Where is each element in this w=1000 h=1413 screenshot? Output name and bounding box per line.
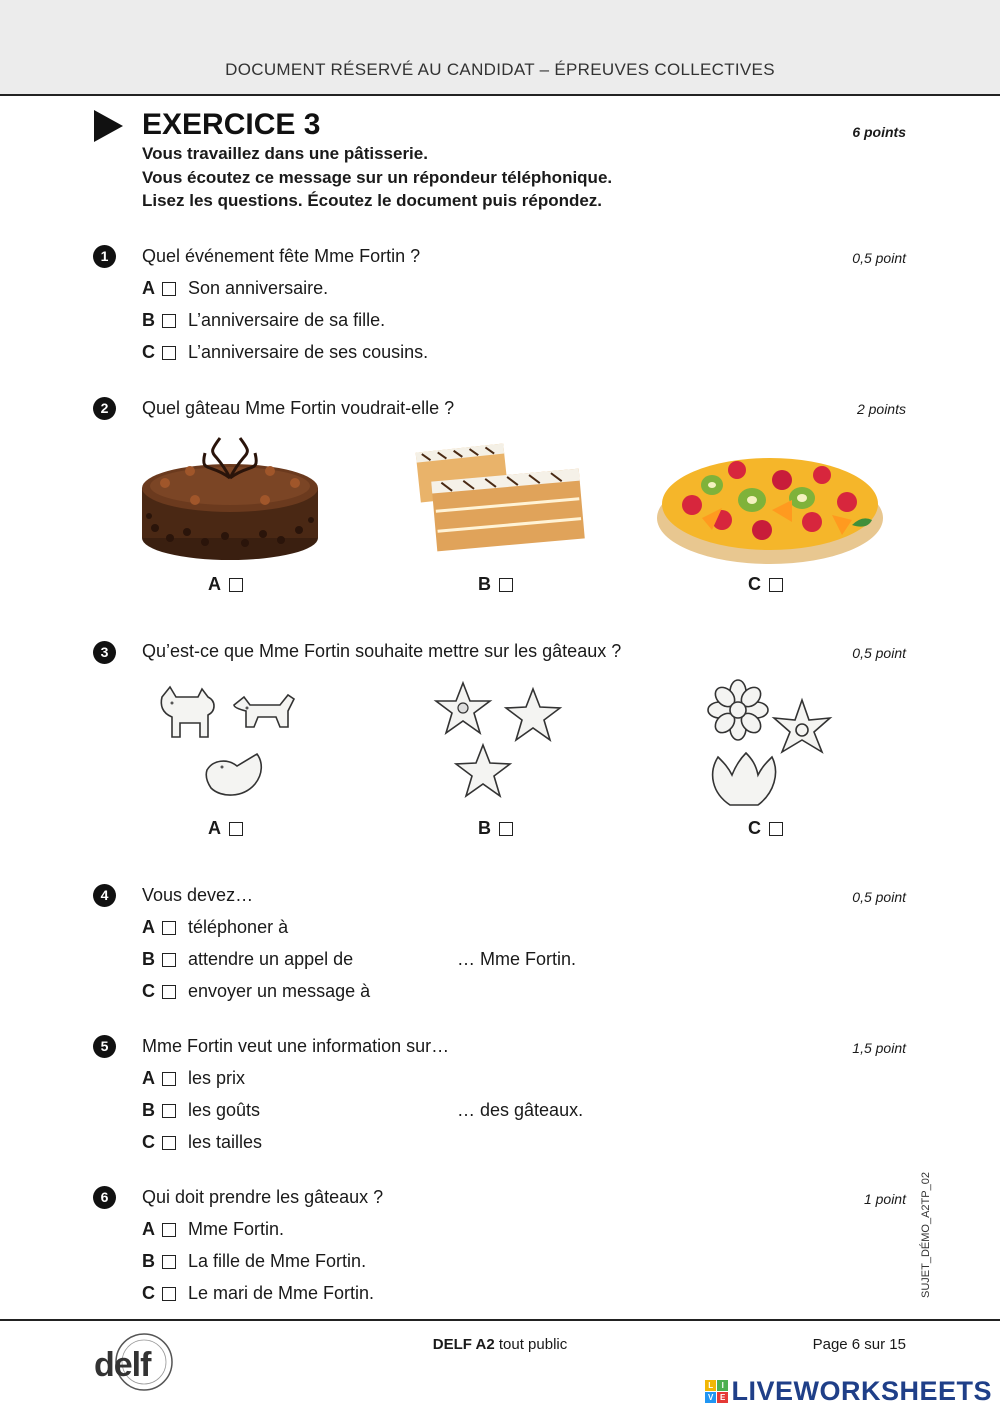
badge-cell: I: [717, 1380, 728, 1391]
question-6-points: 1 point: [863, 1191, 906, 1207]
question-2-points: 2 points: [856, 401, 906, 417]
option-text: attendre un appel de: [188, 949, 354, 969]
question-5-text: Mme Fortin veut une information sur…: [142, 1036, 450, 1056]
q3-option-b[interactable]: [478, 818, 513, 839]
question-number-6: 6: [93, 1186, 116, 1209]
q6-option-b[interactable]: [142, 1251, 366, 1272]
q4-option-b[interactable]: [142, 949, 353, 970]
instruction-line: Lisez les questions. Écoutez le document puis répondez.: [142, 191, 603, 210]
question-1-points: 0,5 point: [852, 250, 906, 266]
q5-option-c[interactable]: [142, 1132, 262, 1153]
liveworksheets-badge-icon: [705, 1380, 728, 1403]
option-text: les tailles: [188, 1132, 263, 1152]
option-letter: A: [208, 818, 221, 838]
option-letter: A: [142, 278, 155, 298]
badge-cell: V: [705, 1392, 716, 1403]
checkbox[interactable]: [162, 1104, 176, 1118]
question-number-4: 4: [93, 884, 116, 907]
option-letter: A: [142, 917, 155, 937]
instruction-line: Vous écoutez ce message sur un répondeur téléphonique.: [142, 168, 613, 187]
option-text: L’anniversaire de ses cousins.: [188, 342, 429, 362]
question-number-5: 5: [93, 1035, 116, 1058]
q6-option-a[interactable]: [142, 1219, 284, 1240]
option-text: envoyer un message à: [188, 981, 371, 1001]
option-letter: B: [142, 1251, 155, 1271]
play-arrow-icon: [94, 110, 123, 142]
exam-level: DELF A2: [432, 1336, 495, 1353]
option-letter: C: [748, 818, 761, 838]
option-letter: C: [142, 1132, 155, 1152]
checkbox[interactable]: [162, 1223, 176, 1237]
liveworksheets-text: LIVEWORKSHEETS: [731, 1376, 992, 1406]
option-letter: B: [142, 310, 155, 330]
checkbox[interactable]: [229, 822, 243, 836]
option-letter: C: [142, 981, 155, 1001]
option-letter: A: [142, 1068, 155, 1088]
q4-option-a[interactable]: [142, 917, 288, 938]
checkbox[interactable]: [162, 985, 176, 999]
option-text: téléphoner à: [188, 917, 289, 937]
q1-option-a[interactable]: [142, 278, 328, 299]
checkbox[interactable]: [162, 1287, 176, 1301]
exam-audience: tout public: [494, 1336, 568, 1353]
option-text: La fille de Mme Fortin.: [188, 1251, 367, 1271]
q4-option-c[interactable]: [142, 981, 370, 1002]
checkbox[interactable]: [162, 1136, 176, 1150]
option-letter: C: [748, 574, 761, 594]
option-letter: A: [208, 574, 221, 594]
checkbox[interactable]: [499, 822, 513, 836]
option-text: L’anniversaire de sa fille.: [188, 310, 386, 330]
q1-option-b[interactable]: [142, 310, 385, 331]
question-3-text: Qu’est-ce que Mme Fortin souhaite mettre sur les gâteaux ?: [142, 641, 622, 661]
q2-option-b[interactable]: [478, 574, 513, 595]
option-letter: B: [478, 818, 491, 838]
animal-cookies-image: [152, 675, 302, 815]
question-6-text: Qui doit prendre les gâteaux ?: [142, 1187, 384, 1207]
checkbox[interactable]: [229, 578, 243, 592]
checkbox[interactable]: [162, 346, 176, 360]
exercise-points: 6 points: [852, 124, 906, 140]
footer-divider: [0, 1319, 1000, 1321]
q3-option-c[interactable]: [748, 818, 783, 839]
checkbox[interactable]: [162, 1072, 176, 1086]
q4-suffix: … Mme Fortin.: [457, 949, 577, 969]
q5-option-b[interactable]: [142, 1100, 260, 1121]
checkbox[interactable]: [162, 1255, 176, 1269]
option-letter: A: [142, 1219, 155, 1239]
question-2-text: Quel gâteau Mme Fortin voudrait-elle ?: [142, 398, 455, 418]
q5-option-a[interactable]: [142, 1068, 245, 1089]
checkbox[interactable]: [162, 314, 176, 328]
option-text: Mme Fortin.: [188, 1219, 285, 1239]
chocolate-cake-image: [135, 428, 325, 568]
option-letter: B: [478, 574, 491, 594]
q2-option-a[interactable]: [208, 574, 243, 595]
question-4-text: Vous devez…: [142, 885, 254, 905]
question-1-text: Quel événement fête Mme Fortin ?: [142, 246, 421, 266]
millefeuille-image: [410, 430, 590, 560]
option-letter: C: [142, 1283, 155, 1303]
question-number-1: 1: [93, 245, 116, 268]
q5-suffix: … des gâteaux.: [457, 1100, 584, 1120]
liveworksheets-brand: [705, 1376, 992, 1407]
q1-option-c[interactable]: [142, 342, 428, 363]
checkbox[interactable]: [769, 822, 783, 836]
header-title: DOCUMENT RÉSERVÉ AU CANDIDAT – ÉPREUVES COLLECTIVES: [225, 60, 775, 79]
option-text: les prix: [188, 1068, 246, 1088]
page-number: Page 6 sur 15: [812, 1336, 906, 1353]
option-letter: C: [142, 342, 155, 362]
q6-option-c[interactable]: [142, 1283, 374, 1304]
option-text: Son anniversaire.: [188, 278, 329, 298]
option-text: Le mari de Mme Fortin.: [188, 1283, 375, 1303]
q3-option-a[interactable]: [208, 818, 243, 839]
option-letter: B: [142, 949, 155, 969]
question-number-3: 3: [93, 641, 116, 664]
option-text: les goûts: [188, 1100, 261, 1120]
question-5-points: 1,5 point: [852, 1040, 906, 1056]
question-4-points: 0,5 point: [852, 889, 906, 905]
star-cookies-image: [428, 675, 568, 815]
instruction-line: Vous travaillez dans une pâtisserie.: [142, 144, 428, 163]
question-number-2: 2: [93, 397, 116, 420]
checkbox[interactable]: [499, 578, 513, 592]
fruit-tart-image: [652, 430, 888, 570]
checkbox[interactable]: [162, 282, 176, 296]
header-band: [0, 0, 1000, 96]
checkbox[interactable]: [769, 578, 783, 592]
checkbox[interactable]: [162, 921, 176, 935]
delf-logo-text: delf: [94, 1346, 151, 1384]
flower-cookies-image: [700, 675, 840, 815]
document-code: SUJET_DÉMO_A2TP_02: [920, 1172, 932, 1298]
badge-cell: L: [705, 1380, 716, 1391]
exercise-title: EXERCICE 3: [142, 108, 321, 141]
delf-logo: [94, 1328, 184, 1398]
q2-option-c[interactable]: [748, 574, 783, 595]
option-letter: B: [142, 1100, 155, 1120]
question-3-points: 0,5 point: [852, 645, 906, 661]
badge-cell: E: [717, 1392, 728, 1403]
checkbox[interactable]: [162, 953, 176, 967]
